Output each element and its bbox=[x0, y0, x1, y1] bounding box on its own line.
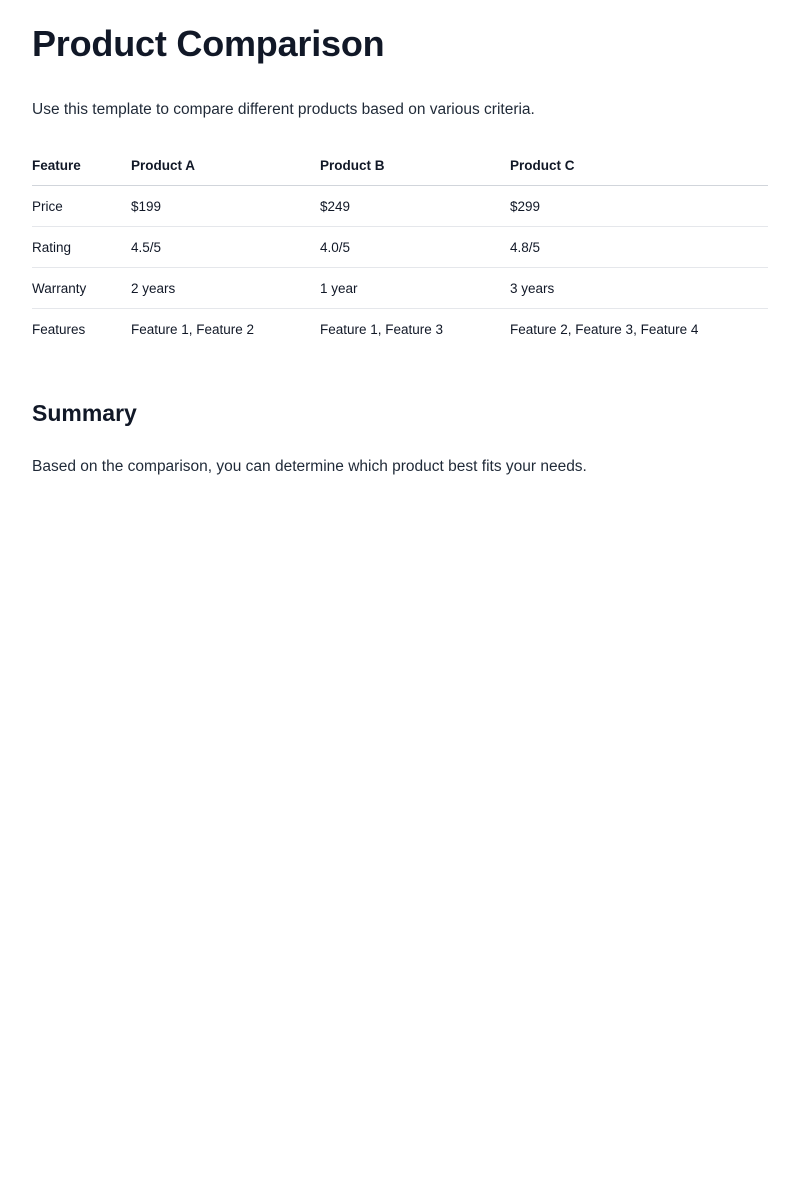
table-cell: $199 bbox=[131, 186, 320, 227]
table-header-row bbox=[32, 145, 768, 186]
table-cell: 3 years bbox=[510, 268, 768, 309]
column-header-product-b: Product B bbox=[320, 145, 510, 186]
table-cell: $249 bbox=[320, 186, 510, 227]
comparison-table bbox=[32, 145, 768, 349]
table-row bbox=[32, 309, 768, 350]
table-cell: Feature 1, Feature 3 bbox=[320, 321, 444, 337]
page-title: Product Comparison bbox=[32, 23, 385, 64]
column-header-feature: Feature bbox=[32, 145, 131, 186]
column-header-product-a: Product A bbox=[131, 145, 320, 186]
table-cell: 2 years bbox=[131, 268, 320, 309]
summary-heading: Summary bbox=[32, 400, 137, 426]
table-cell: Feature 1, Feature 2 bbox=[131, 321, 255, 337]
table-cell: 4.0/5 bbox=[320, 227, 510, 268]
row-label-features: Features bbox=[32, 321, 86, 337]
table-cell: Feature 2, Feature 3, Feature 4 bbox=[510, 321, 699, 337]
table-row bbox=[32, 227, 768, 268]
column-header-product-c: Product C bbox=[510, 145, 768, 186]
table-row bbox=[32, 268, 768, 309]
table-cell: 1 year bbox=[320, 268, 510, 309]
row-label-rating: Rating bbox=[32, 227, 131, 268]
intro-paragraph: Use this template to compare different products based on various criteria. bbox=[32, 101, 535, 118]
row-label-warranty: Warranty bbox=[32, 268, 131, 309]
table-cell: $299 bbox=[510, 186, 768, 227]
table-row bbox=[32, 186, 768, 227]
row-label-price: Price bbox=[32, 186, 131, 227]
table-cell: 4.5/5 bbox=[131, 227, 320, 268]
summary-paragraph: Based on the comparison, you can determine which product best fits your needs. bbox=[32, 458, 587, 475]
table-cell: 4.8/5 bbox=[510, 227, 768, 268]
